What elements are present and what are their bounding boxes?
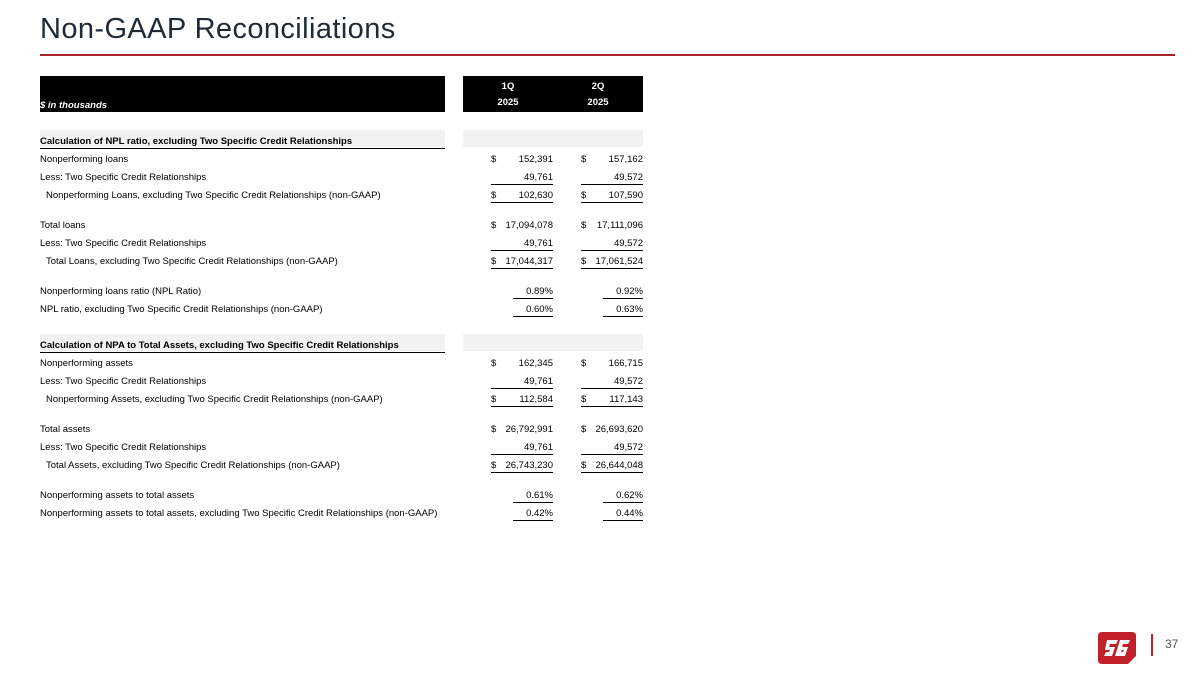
value-2q: 49,572	[613, 442, 643, 453]
row-label: Nonperforming Loans, excluding Two Specific Credit Relationships (non-GAAP)	[46, 190, 381, 201]
row-label: Total Assets, excluding Two Specific Credit Relationships (non-GAAP)	[46, 460, 340, 471]
currency-symbol: $	[491, 190, 497, 201]
table-row	[0, 304, 1200, 318]
table-row	[0, 154, 1200, 168]
section-heading-bg	[463, 130, 643, 147]
table-row	[0, 238, 1200, 252]
table-row	[0, 442, 1200, 456]
value-1q: 17,044,317	[505, 256, 553, 267]
value-1q: 49,761	[523, 442, 553, 453]
currency-symbol: $	[491, 256, 497, 267]
row-label: Nonperforming loans	[40, 154, 129, 165]
row-label: Nonperforming assets	[40, 358, 133, 369]
value-2q: 0.92%	[616, 286, 643, 297]
value-1q: 162,345	[518, 358, 553, 369]
value-1q: 0.60%	[526, 304, 553, 315]
value-1q: 49,761	[523, 238, 553, 249]
value-2q: 26,644,048	[595, 460, 643, 471]
table-row	[0, 358, 1200, 372]
table-row	[0, 376, 1200, 390]
row-label: Total loans	[40, 220, 86, 231]
row-label: NPL ratio, excluding Two Specific Credit Relationships (non-GAAP)	[40, 304, 323, 315]
value-2q: 49,572	[613, 238, 643, 249]
value-2q: 17,111,096	[596, 220, 643, 231]
value-1q: 152,391	[518, 154, 553, 165]
footer-divider	[1151, 634, 1153, 656]
currency-symbol: $	[491, 424, 497, 435]
row-label: Less: Two Specific Credit Relationships	[40, 376, 207, 387]
currency-symbol: $	[581, 154, 587, 165]
page-title: Non-GAAP Reconciliations	[40, 13, 396, 45]
col2-quarter: 2Q	[591, 81, 605, 92]
unit-label: $ in thousands	[40, 100, 108, 111]
table-row	[0, 490, 1200, 504]
table-row	[0, 508, 1200, 522]
row-label: Nonperforming loans ratio (NPL Ratio)	[40, 286, 202, 297]
value-1q: 0.42%	[526, 508, 553, 519]
value-1q: 112,584	[519, 394, 553, 405]
row-label: Nonperforming assets to total assets	[40, 490, 195, 501]
table-row	[0, 172, 1200, 186]
value-2q: 0.44%	[616, 508, 643, 519]
value-2q: 166,715	[608, 358, 643, 369]
value-1q: 102,630	[518, 190, 553, 201]
value-2q: 117,143	[609, 394, 643, 405]
value-2q: 0.63%	[616, 304, 643, 315]
table-header-label	[40, 76, 445, 112]
table-row	[0, 460, 1200, 474]
value-1q: 0.89%	[526, 286, 553, 297]
value-2q: 157,162	[608, 154, 643, 165]
value-1q: 49,761	[523, 172, 553, 183]
table-row	[0, 286, 1200, 300]
currency-symbol: $	[581, 394, 587, 405]
col1-quarter: 1Q	[501, 81, 515, 92]
col1-year: 2025	[497, 97, 519, 108]
value-2q: 0.62%	[616, 490, 643, 501]
table-header-periods	[463, 76, 643, 112]
npa-section-heading: Calculation of NPA to Total Assets, excluding Two Specific Credit Relationships	[40, 340, 445, 353]
col2-year: 2025	[587, 97, 609, 108]
currency-symbol: $	[581, 460, 587, 471]
row-label: Total assets	[40, 424, 91, 435]
row-label: Nonperforming Assets, excluding Two Specific Credit Relationships (non-GAAP)	[46, 394, 383, 405]
table-row	[0, 424, 1200, 438]
row-label: Nonperforming assets to total assets, excluding Two Specific Credit Relationships (non-GAAP)	[40, 508, 438, 519]
value-2q: 26,693,620	[595, 424, 643, 435]
currency-symbol: $	[581, 190, 587, 201]
currency-symbol: $	[581, 220, 587, 231]
value-2q: 49,572	[613, 172, 643, 183]
npl-section-heading: Calculation of NPL ratio, excluding Two Specific Credit Relationships	[40, 136, 445, 149]
section-heading-bg	[463, 334, 643, 351]
company-logo	[1096, 630, 1138, 666]
table-row	[0, 190, 1200, 204]
currency-symbol: $	[491, 220, 497, 231]
value-2q: 107,590	[608, 190, 643, 201]
row-label: Less: Two Specific Credit Relationships	[40, 238, 207, 249]
currency-symbol: $	[491, 154, 497, 165]
value-1q: 26,743,230	[505, 460, 553, 471]
currency-symbol: $	[491, 394, 497, 405]
currency-symbol: $	[581, 358, 587, 369]
row-label: Less: Two Specific Credit Relationships	[40, 442, 207, 453]
value-2q: 17,061,524	[595, 256, 643, 267]
value-2q: 49,572	[613, 376, 643, 387]
currency-symbol: $	[491, 358, 497, 369]
currency-symbol: $	[581, 424, 587, 435]
value-1q: 17,094,078	[505, 220, 553, 231]
row-label: Total Loans, excluding Two Specific Credit Relationships (non-GAAP)	[46, 256, 338, 267]
value-1q: 0.61%	[526, 490, 553, 501]
table-row	[0, 256, 1200, 270]
title-divider	[40, 54, 1175, 56]
value-1q: 49,761	[523, 376, 553, 387]
row-label: Less: Two Specific Credit Relationships	[40, 172, 207, 183]
currency-symbol: $	[581, 256, 587, 267]
table-row	[0, 394, 1200, 408]
page-number: 37	[1165, 637, 1179, 651]
value-1q: 26,792,991	[505, 424, 553, 435]
table-row	[0, 220, 1200, 234]
currency-symbol: $	[491, 460, 497, 471]
